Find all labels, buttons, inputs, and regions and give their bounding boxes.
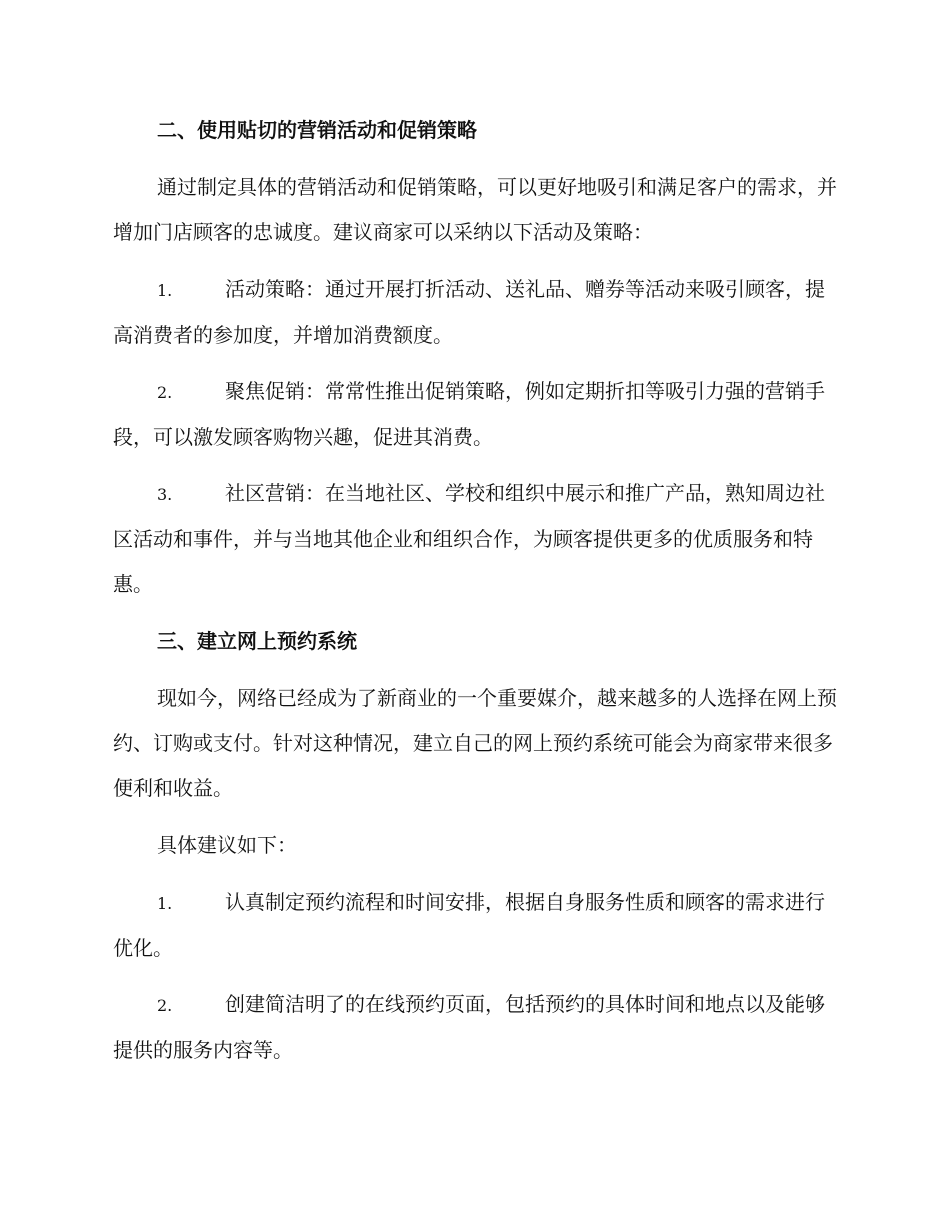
list-number: 1.	[157, 281, 173, 300]
list-item	[113, 471, 843, 607]
section-heading: 二、使用贴切的营销活动和促销策略	[157, 118, 477, 142]
list-item	[113, 880, 843, 971]
list-text: 创建简洁明了的在线预约页面，包括预约的具体时间和地点以及能够提供的服务内容等。	[113, 992, 825, 1062]
list-number: 3.	[157, 485, 173, 504]
section-sub-intro: 具体建议如下：	[157, 833, 297, 857]
list-number: 2.	[157, 996, 173, 1015]
list-number: 1.	[157, 894, 173, 913]
section-heading: 三、建立网上预约系统	[157, 629, 357, 653]
list-item	[113, 369, 843, 460]
list-text: 认真制定预约流程和时间安排，根据自身服务性质和顾客的需求进行优化。	[113, 890, 825, 960]
list-text: 社区营销：在当地社区、学校和组织中展示和推广产品，熟知周边社区活动和事件，并与当地其他企业和组织合作，为顾客提供更多的优质服务和特惠。	[113, 481, 825, 596]
list-item	[113, 267, 843, 358]
list-text: 聚焦促销：常常性推出促销策略，例如定期折扣等吸引力强的营销手段，可以激发顾客购物兴趣，促进其消费。	[113, 379, 825, 449]
list-number: 2.	[157, 383, 173, 402]
section-intro: 现如今，网络已经成为了新商业的一个重要媒介，越来越多的人选择在网上预约、订购或支付。针对这种情况，建立自己的网上预约系统可能会为商家带来很多便利和收益。	[113, 686, 837, 800]
list-text: 活动策略：通过开展打折活动、送礼品、赠券等活动来吸引顾客，提高消费者的参加度，并增加消费额度。	[113, 277, 825, 347]
list-item	[113, 982, 843, 1073]
section-intro: 通过制定具体的营销活动和促销策略，可以更好地吸引和满足客户的需求，并增加门店顾客的忠诚度。建议商家可以采纳以下活动及策略：	[113, 175, 837, 244]
